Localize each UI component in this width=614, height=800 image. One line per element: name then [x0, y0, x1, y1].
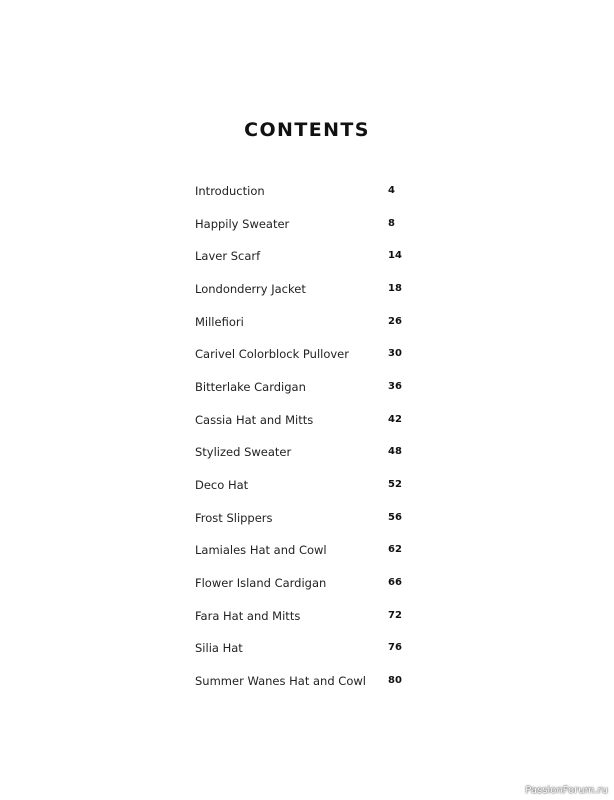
- toc-entry-page-number: 52: [388, 478, 402, 490]
- toc-entry-title: Millefiori: [195, 314, 244, 329]
- toc-entry-page-number: 48: [388, 446, 402, 458]
- toc-entry[interactable]: [195, 442, 415, 475]
- toc-entry[interactable]: [195, 540, 415, 573]
- toc-entry-title: Stylized Sweater: [195, 445, 292, 460]
- table-of-contents: [195, 181, 415, 704]
- toc-entry-page-number: 26: [388, 315, 402, 327]
- toc-entry-title: Happily Sweater: [195, 216, 290, 231]
- toc-entry-page-number: 42: [388, 413, 402, 425]
- toc-entry-page-number: 80: [388, 674, 402, 686]
- toc-entry-page-number: 8: [388, 217, 395, 229]
- toc-entry[interactable]: [195, 312, 415, 345]
- toc-entry-page-number: 14: [388, 250, 402, 262]
- toc-entry[interactable]: [195, 606, 415, 639]
- toc-entry-title: Silia Hat: [195, 641, 243, 656]
- toc-entry-page-number: 66: [388, 576, 402, 588]
- toc-entry[interactable]: [195, 508, 415, 541]
- toc-entry-page-number: 36: [388, 380, 402, 392]
- toc-entry-title: Summer Wanes Hat and Cowl: [195, 673, 366, 688]
- toc-entry[interactable]: [195, 246, 415, 279]
- toc-entry-title: Londonderry Jacket: [195, 281, 306, 296]
- toc-entry-title: Deco Hat: [195, 477, 249, 492]
- toc-entry[interactable]: [195, 214, 415, 247]
- toc-entry[interactable]: [195, 279, 415, 312]
- toc-entry-page-number: 76: [388, 642, 402, 654]
- toc-entry-page-number: 30: [388, 348, 402, 360]
- toc-entry-title: Cassia Hat and Mitts: [195, 412, 314, 427]
- toc-entry[interactable]: [195, 181, 415, 214]
- toc-entry-page-number: 62: [388, 544, 402, 556]
- toc-entry[interactable]: [195, 344, 415, 377]
- toc-entry-title: Introduction: [195, 184, 265, 198]
- toc-entry-title: Carivel Colorblock Pullover: [195, 347, 349, 362]
- toc-entry-title: Fara Hat and Mitts: [195, 608, 301, 623]
- page-title: CONTENTS: [244, 119, 370, 141]
- toc-entry[interactable]: [195, 410, 415, 443]
- toc-entry-title: Bitterlake Cardigan: [195, 379, 306, 394]
- toc-entry-page-number: 56: [388, 511, 402, 523]
- toc-entry[interactable]: [195, 573, 415, 606]
- toc-entry[interactable]: [195, 475, 415, 508]
- toc-entry[interactable]: [195, 671, 415, 704]
- toc-entry-page-number: 18: [388, 282, 402, 294]
- toc-entry-title: Laver Scarf: [195, 249, 261, 264]
- toc-entry-page-number: 72: [388, 609, 402, 621]
- toc-entry-page-number: 4: [388, 185, 395, 196]
- toc-entry-title: Frost Slippers: [195, 510, 273, 525]
- toc-entry-title: Lamiales Hat and Cowl: [195, 543, 327, 558]
- watermark: PassionForum.ru: [525, 785, 608, 796]
- toc-entry[interactable]: [195, 377, 415, 410]
- toc-entry-title: Flower Island Cardigan: [195, 575, 327, 590]
- toc-entry[interactable]: [195, 638, 415, 671]
